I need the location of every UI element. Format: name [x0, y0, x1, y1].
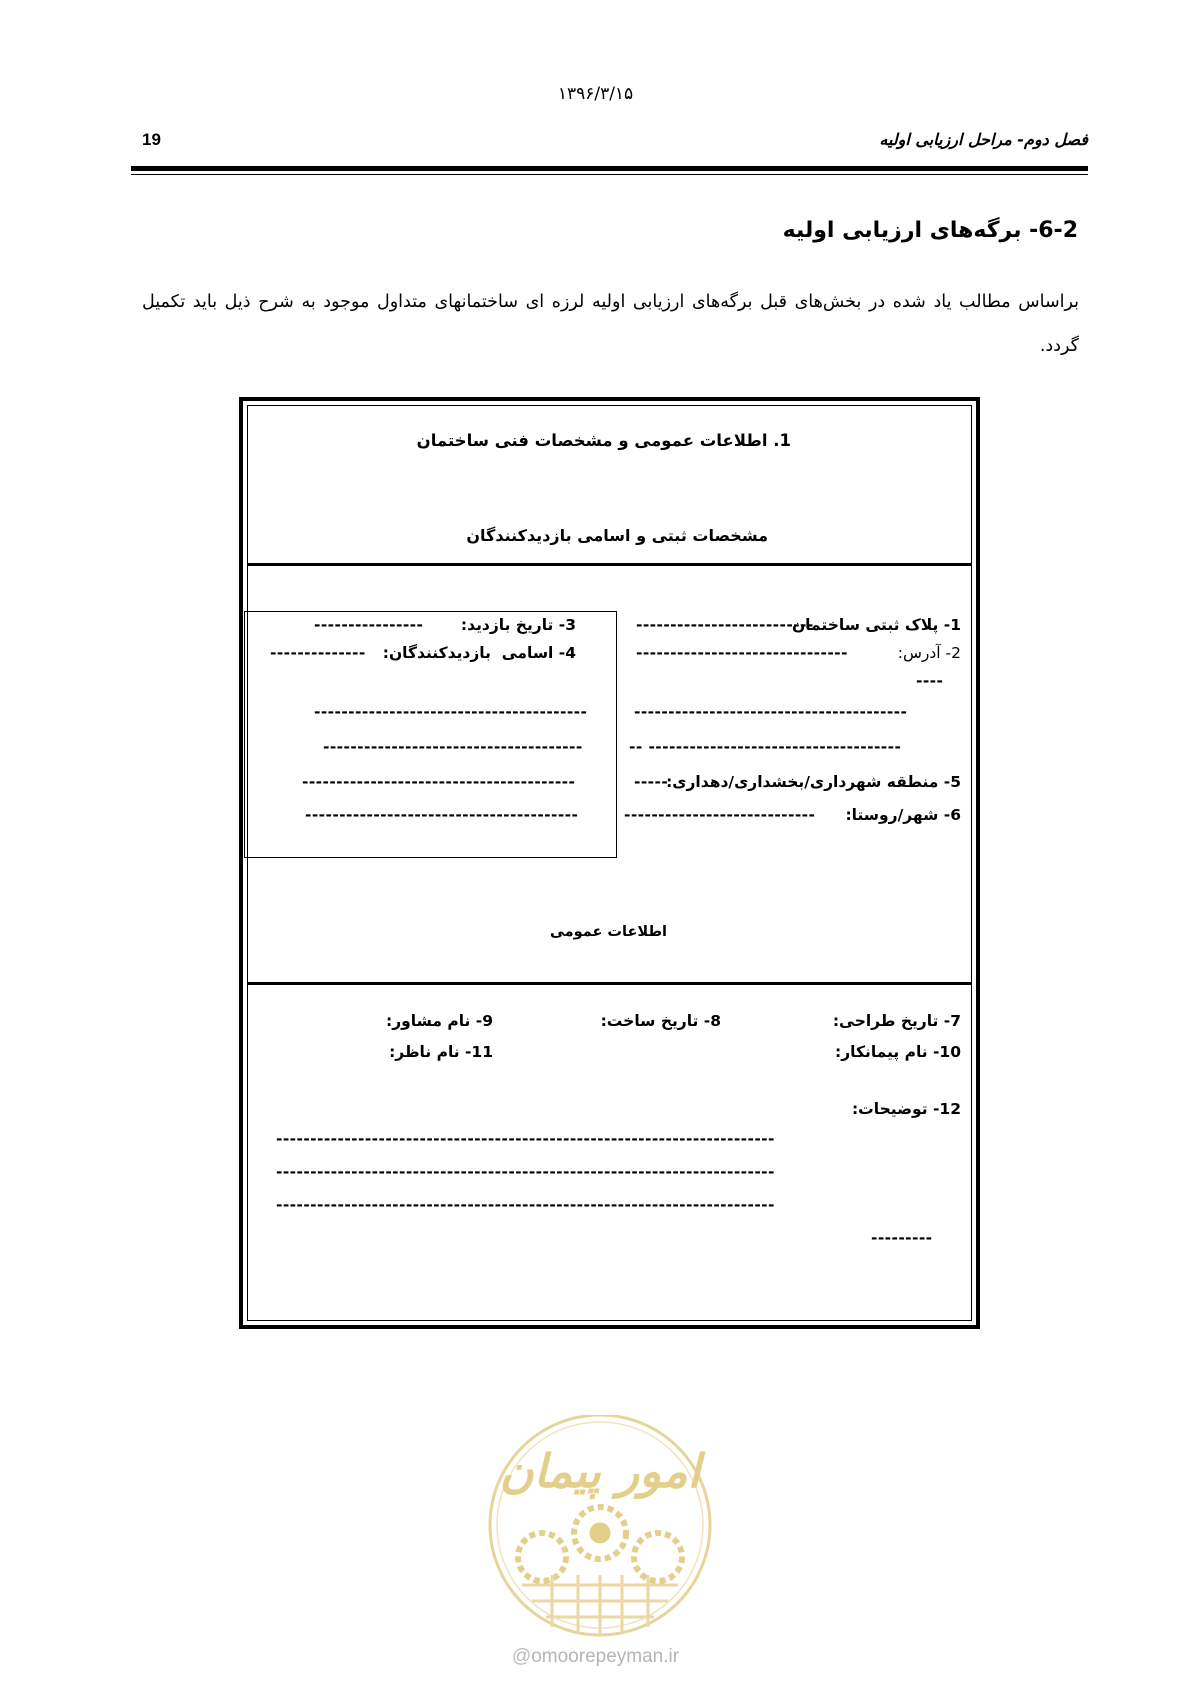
general-info-caption: اطلاعات عمومی — [550, 924, 667, 940]
field-address-line: ------------------------------- — [636, 644, 848, 662]
field-address-line: ---------------------------------------- — [634, 703, 908, 721]
field-visit-date-label: 3- تاریخ بازدید: — [460, 616, 576, 634]
chapter-title: فصل دوم- مراحل ارزیابی اولیه — [879, 130, 1088, 149]
form-section-divider — [247, 563, 972, 566]
watermark-site — [0, 1646, 1191, 1668]
field-notes-line: --------- — [871, 1229, 933, 1247]
form-section-divider — [247, 982, 972, 985]
field-notes-label: 12- توضیحات: — [851, 1100, 961, 1118]
field-supervisor-name: 11- نام ناظر: — [389, 1043, 493, 1061]
page-number: 19 — [142, 130, 161, 149]
field-address-line: -- ------------------------------------- — [629, 738, 902, 756]
watermark-logo — [482, 1415, 718, 1641]
page-date: ۱۳۹۶/۳/۱۵ — [557, 84, 634, 104]
field-visit-date-line: ---------------- — [314, 616, 424, 634]
field-municipality-line: ----- — [634, 773, 669, 791]
section-paragraph: براساس مطالب یاد شده در بخش‌های قبل برگه‌های ارزیابی اولیه لرزه ای ساختمانهای متداول موجود به شرح ذیل باید تکمیل گردد. — [142, 292, 1079, 356]
field-notes-line: ------------------------------------------------------------------------- — [276, 1130, 775, 1148]
field-contractor-name: 10- نام پیمانکار: — [835, 1043, 961, 1061]
field-construction-date: 8- تاریخ ساخت: — [600, 1012, 721, 1030]
section-heading: 6-2- برگه‌های ارزیابی اولیه — [782, 218, 1078, 243]
field-visitors-label: 4- اسامی بازدیدکنندگان: — [382, 644, 576, 662]
field-consultant-name: 9- نام مشاور: — [386, 1012, 493, 1030]
field-visitors-line: -------------------------------------- — [323, 738, 583, 756]
field-visitors-line: -------------- — [270, 644, 366, 662]
watermark-site-text: omoorepeyman.ir — [531, 1646, 680, 1667]
watermark-logo-text: امور پیمان — [499, 1444, 701, 1498]
field-visitors-line: ---------------------------------------- — [305, 806, 579, 824]
field-city-label: 6- شهر/روستا: — [845, 806, 961, 824]
field-notes-line: ------------------------------------------------------------------------- — [276, 1196, 775, 1214]
field-notes-line: ------------------------------------------------------------------------- — [276, 1163, 775, 1181]
form-title: 1. اطلاعات عمومی و مشخصات فنی ساختمان — [416, 431, 791, 450]
field-address-label: 2- آدرس: — [897, 644, 961, 662]
field-municipality-label: 5- منطقه شهرداری/بخشداری/دهداری: — [666, 773, 961, 791]
header-rule-thin — [131, 174, 1088, 175]
field-registration-plate-label: 1- پلاک ثبتی ساختمان — [791, 616, 961, 634]
at-icon: @ — [511, 1646, 532, 1667]
field-design-date: 7- تاریخ طراحی: — [832, 1012, 961, 1030]
field-registration-plate-line: -------------------------- — [636, 616, 814, 634]
header-rule-thick — [131, 166, 1088, 171]
form-subtitle: مشخصات ثبتی و اسامی بازدیدکنندگان — [466, 526, 768, 545]
field-visitors-line: ---------------------------------------- — [314, 703, 588, 721]
field-address-line: ---- — [916, 672, 944, 690]
field-visitors-line: ---------------------------------------- — [302, 773, 576, 791]
field-city-line: ---------------------------- — [624, 806, 816, 824]
